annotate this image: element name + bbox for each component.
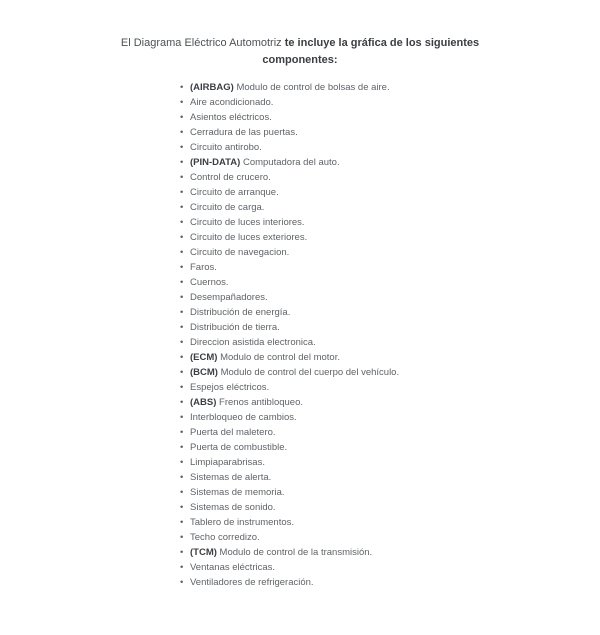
list-item (190, 440, 600, 455)
item-text: Circuito de navegacion. (190, 247, 290, 258)
list-item (190, 560, 600, 575)
page-title (85, 35, 515, 69)
title-bold-line2: componentes: (262, 54, 338, 66)
item-text: Espejos eléctricos. (190, 382, 270, 393)
list-item (190, 290, 600, 305)
list-item (190, 95, 600, 110)
list-item (190, 200, 600, 215)
item-keyword: (PIN-DATA) (190, 157, 241, 168)
list-item (190, 455, 600, 470)
list-item (190, 335, 600, 350)
item-text: Faros. (190, 262, 217, 273)
item-text: Cuernos. (190, 277, 229, 288)
list-item (190, 410, 600, 425)
item-text: Computadora del auto. (242, 157, 340, 168)
item-text: Circuito antirobo. (190, 142, 262, 153)
title-bold-text: te incluye la gráfica de los siguientes (284, 37, 480, 49)
list-item (190, 470, 600, 485)
item-text: Direccion asistida electronica. (190, 337, 316, 348)
list-item (190, 320, 600, 335)
item-keyword: (ABS) (190, 397, 217, 408)
page (0, 35, 600, 590)
item-text: Tablero de instrumentos. (190, 517, 295, 528)
list-item (190, 215, 600, 230)
list-item (190, 365, 600, 380)
item-text: Modulo de control del motor. (220, 352, 340, 363)
list-item (190, 485, 600, 500)
item-text: Distribución de tierra. (190, 322, 280, 333)
item-text: Modulo de control del cuerpo del vehículo. (220, 367, 400, 378)
list-item (190, 170, 600, 185)
item-text: Sistemas de memoria. (190, 487, 285, 498)
item-text: Sistemas de alerta. (190, 472, 272, 483)
item-text: Distribución de energía. (190, 307, 291, 318)
item-keyword: (ECM) (190, 352, 218, 363)
list-item (190, 305, 600, 320)
list-item (190, 275, 600, 290)
list-item (190, 80, 600, 95)
item-text: Modulo de control de la transmisión. (219, 547, 373, 558)
list-item (190, 380, 600, 395)
list-item (190, 110, 600, 125)
list-item (190, 530, 600, 545)
item-text: Control de crucero. (190, 172, 271, 183)
list-item (190, 230, 600, 245)
item-text: Circuito de arranque. (190, 187, 279, 198)
item-text: Sistemas de sonido. (190, 502, 276, 513)
list-item (190, 185, 600, 200)
item-text: Techo corredizo. (190, 532, 260, 543)
title-regular-text: El Diagrama Eléctrico Automotriz (120, 37, 282, 49)
list-item (190, 545, 600, 560)
item-text: Asientos eléctricos. (190, 112, 272, 123)
item-text: Limpiaparabrisas. (190, 457, 265, 468)
list-item (190, 125, 600, 140)
item-text: Circuito de luces interiores. (190, 217, 305, 228)
item-keyword: (BCM) (190, 367, 218, 378)
list-item (190, 260, 600, 275)
item-text: Aire acondicionado. (190, 97, 274, 108)
item-text: Desempañadores. (190, 292, 268, 303)
item-text: Circuito de luces exteriores. (190, 232, 308, 243)
list-item (190, 140, 600, 155)
list-item (190, 515, 600, 530)
item-text: Circuito de carga. (190, 202, 265, 213)
list-item (190, 350, 600, 365)
list-item (190, 500, 600, 515)
item-text: Cerradura de las puertas. (190, 127, 298, 138)
item-text: Modulo de control de bolsas de aire. (236, 82, 390, 93)
list-item (190, 395, 600, 410)
component-list (0, 80, 600, 590)
item-text: Puerta del maletero. (190, 427, 276, 438)
list-item (190, 245, 600, 260)
item-text: Ventanas eléctricas. (190, 562, 276, 573)
item-text: Interbloqueo de cambios. (190, 412, 297, 423)
item-text: Ventiladores de refrigeración. (190, 577, 314, 588)
list-item (190, 425, 600, 440)
item-text: Puerta de combustible. (190, 442, 288, 453)
list-item (190, 155, 600, 170)
item-keyword: (AIRBAG) (190, 82, 234, 93)
item-text: Frenos antibloqueo. (219, 397, 304, 408)
item-keyword: (TCM) (190, 547, 217, 558)
list-item (190, 575, 600, 590)
